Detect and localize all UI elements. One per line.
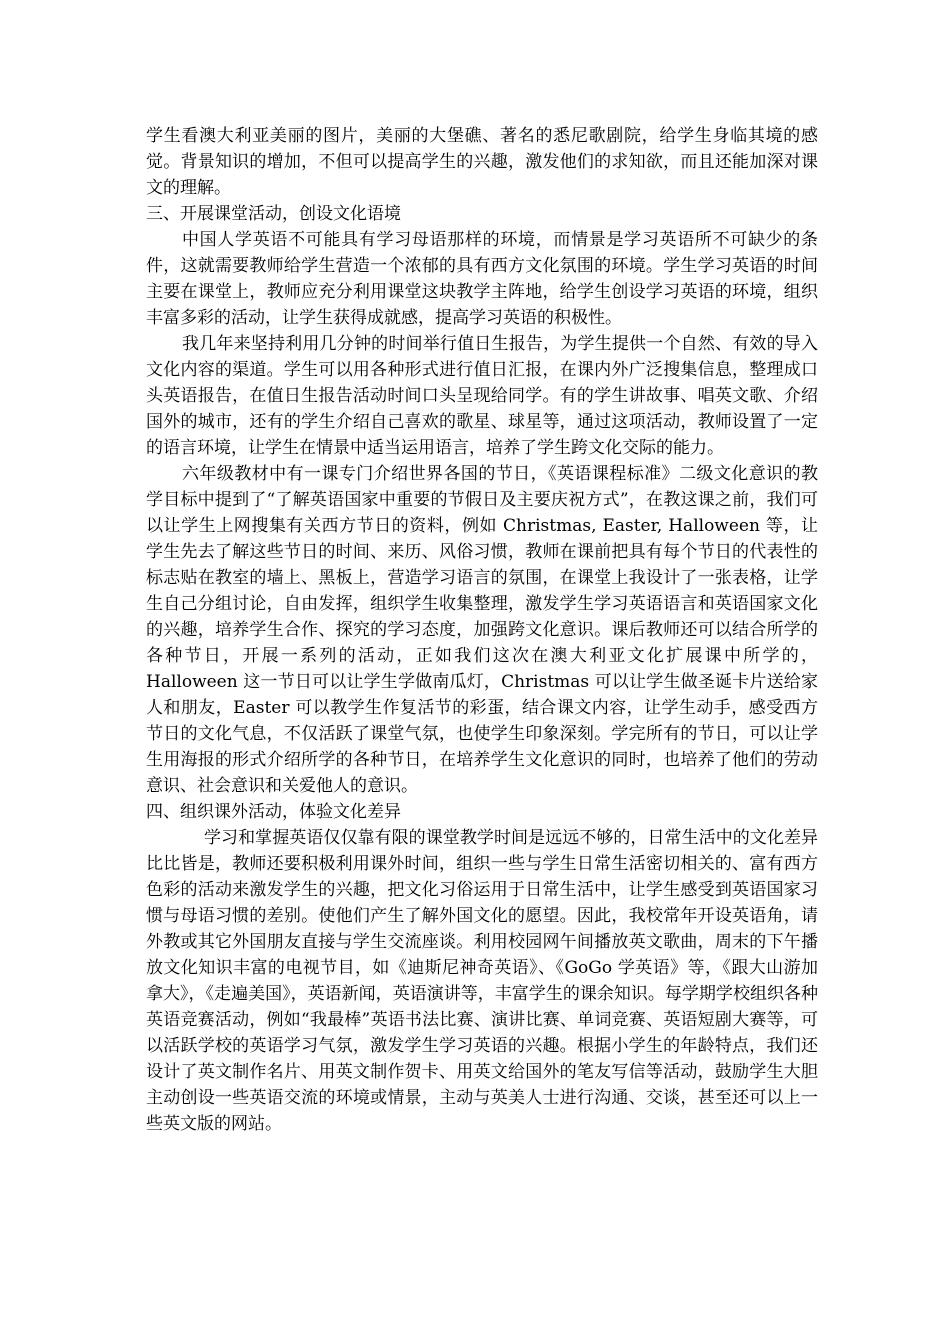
paragraph-duty-report: 我几年来坚持利用几分钟的时间举行值日生报告，为学生提供一个自然、有效的导入文化内容的渠道。学生可以用各种形式进行值日汇报，在课内外广泛搜集信息，整理成口头英语报告，在值日生报告活动时间口头呈现给同学。有的学生讲故事、唱英文歌、介绍国外的城市，还有的学生介绍自己喜欢的歌星、球星等，通过这项活动，教师设置了一定的语言环境，让学生在情景中适当运用语言，培养了学生跨文化交际的能力。 xyxy=(146,334,818,458)
paragraph-intro-continuation: 学生看澳大利亚美丽的图片，美丽的大堡礁、著名的悉尼歌剧院，给学生身临其境的感觉。背景知识的增加，不但可以提高学生的兴趣，激发他们的求知欲，而且还能加深对课文的理解。 xyxy=(146,126,818,198)
document-body xyxy=(146,123,818,1137)
section-heading-3: 三、开展课堂活动，创设文化语境 xyxy=(146,204,401,224)
section-heading-4: 四、组织课外活动，体验文化差异 xyxy=(146,802,401,822)
paragraph-festivals: 六年级教材中有一课专门介绍世界各国的节日，《英语课程标准》二级文化意识的教学目标中提到了“了解英语国家中重要的节假日及主要庆祝方式”，在教这课之前，我们可以让学生上网搜集有关西方节日的资料，例如 Christmas, Easter, Halloween 等，让学生先去了解这些节日的时间、来历、风俗习惯，教师在课前把具有每个节日的代表性的标志贴在教室的墙上、黑板上，营造学习语言的氛围，在课堂上我设计了一张表格，让学生自己分组讨论，自由发挥，组织学生收集整理，激发学生学习英语语言和英语国家文化的兴趣，培养学生合作、探究的学习态度，加强跨文化意识。课后教师还可以结合所学的各种节日，开展一系列的活动，正如我们这次在澳大利亚文化扩展课中所学的，Halloween 这一节日可以让学生学做南瓜灯，Christmas 可以让学生做圣诞卡片送给家人和朋友，Easter 可以教学生作复活节的彩蛋，结合课文内容，让学生动手，感受西方节日的文化气息，不仅活跃了课堂气氛，也使学生印象深刻。学完所有的节日，可以让学生用海报的形式介绍所学的各种节日，在培养学生文化意识的同时，也培养了他们的劳动意识、社会意识和关爱他人的意识。 xyxy=(146,464,818,796)
paragraph-language-environment: 中国人学英语不可能具有学习母语那样的环境，而情景是学习英语所不可缺少的条件，这就需要教师给学生营造一个浓郁的具有西方文化氛围的环境。学生学习英语的时间主要在课堂上，教师应充分利用课堂这块教学主阵地，给学生创设学习英语的环境，组织丰富多彩的活动，让学生获得成就感，提高学习英语的积极性。 xyxy=(146,230,818,328)
paragraph-extracurricular: 学习和掌握英语仅仅靠有限的课堂教学时间是远远不够的，日常生活中的文化差异比比皆是，教师还要积极利用课外时间，组织一些与学生日常生活密切相关的、富有西方色彩的活动来激发学生的兴趣，把文化习俗运用于日常生活中，让学生感受到英语国家习惯与母语习惯的差别。使他们产生了解外国文化的愿望。因此，我校常年开设英语角，请外教或其它外国朋友直接与学生交流座谈。利用校园网午间播放英文歌曲，周末的下午播放文化知识丰富的电视节目，如《迪斯尼神奇英语》、《GoGo 学英语》等，《跟大山游加拿大》，《走遍美国》，英语新闻，英语演讲等，丰富学生的课余知识。每学期学校组织各种英语竞赛活动，例如“我最棒”英语书法比赛、演讲比赛、单词竞赛、英语短剧大赛等，可以活跃学校的英语学习气氛，激发学生学习英语的兴趣。根据小学生的年龄特点，我们还设计了英文制作名片、用英文制作贺卡、用英文给国外的笔友写信等活动，鼓励学生大胆主动创设一些英语交流的环境或情景，主动与英美人士进行沟通、交谈，甚至还可以上一些英文版的网站。 xyxy=(146,828,818,1134)
